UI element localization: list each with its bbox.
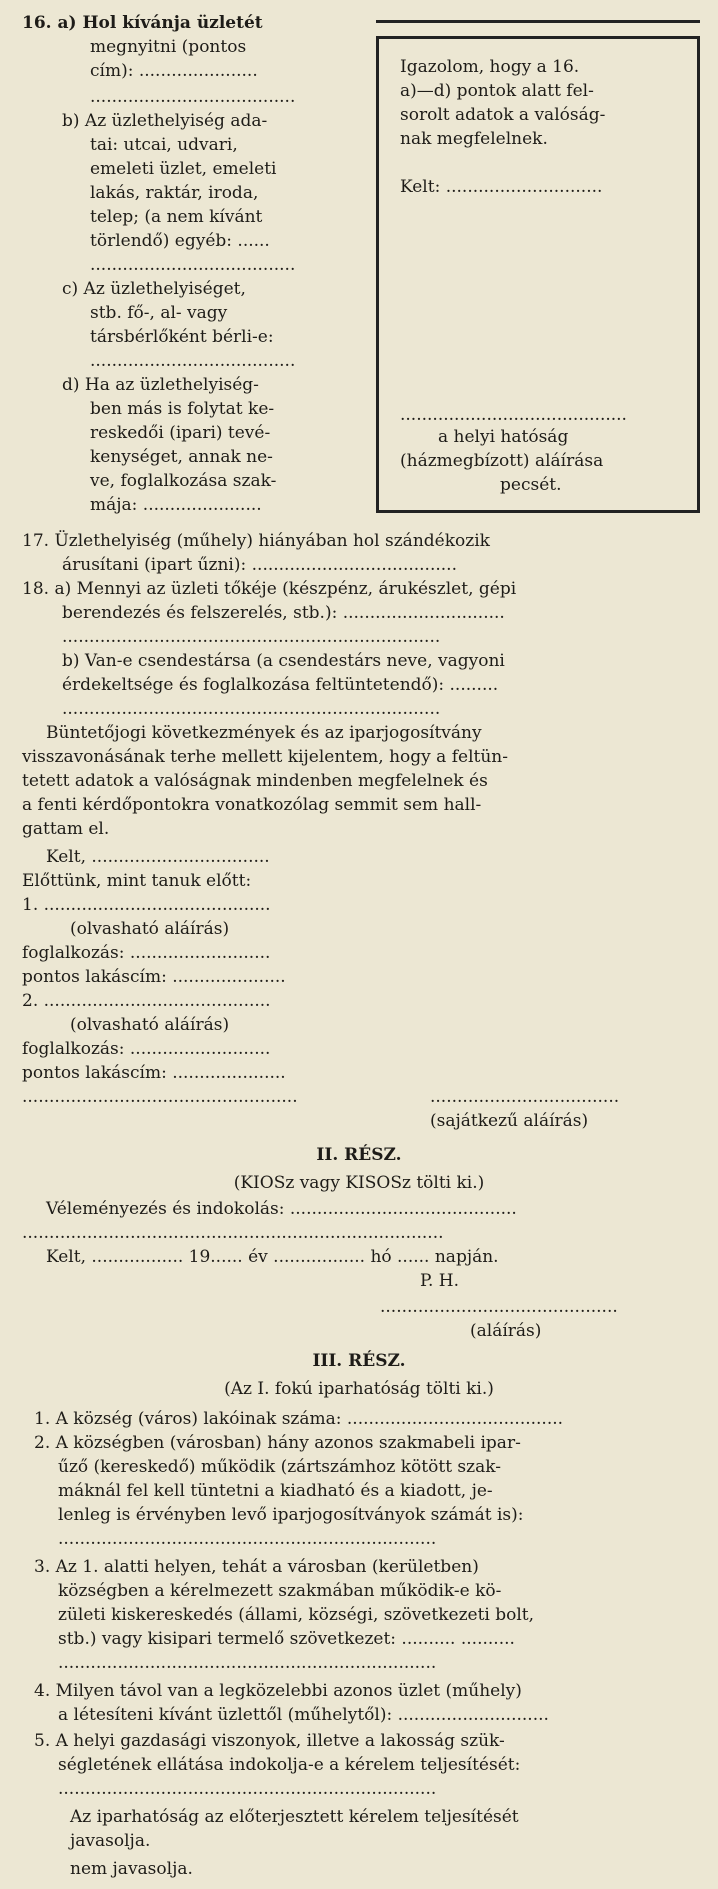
own-signature-label: (sajátkezű aláírás) — [430, 1111, 589, 1131]
q17-line1: 17. Üzlethelyiség (műhely) hiányában hol szándékozik — [22, 531, 490, 551]
witness-olv1: (olvasható aláírás) — [70, 919, 230, 939]
part2-title: II. RÉSZ. — [316, 1145, 402, 1165]
q16d-line2: ben más is folytat ke- — [90, 399, 275, 419]
box-dots: .......................................... — [400, 405, 627, 425]
box-sign2: (házmegbízott) aláírása — [400, 451, 604, 471]
part3-subtitle: (Az I. fokú iparhatóság tölti ki.) — [224, 1379, 494, 1399]
decl-line3: tetett adatok a valóságnak mindenben megfelelnek és — [22, 771, 488, 791]
q16c-line3: társbérlőként bérli-e: — [90, 327, 274, 347]
p3-final-line1: Az iparhatóság az előterjesztett kérelem teljesítését — [70, 1807, 519, 1827]
q17-line2: árusítani (ipart űzni): ...................................... — [62, 555, 457, 575]
top-rule — [376, 20, 700, 23]
q16b-line5: telep; (a nem kívánt — [90, 207, 263, 227]
q18b-line1: b) Van-e csendestársa (a csendestárs neve, vagyoni — [62, 651, 505, 671]
p3-q3-line3: zületi kiskereskedés (állami, községi, szövetkezeti bolt, — [58, 1605, 535, 1625]
part2-signature: (aláírás) — [470, 1321, 542, 1341]
witness-dots-right: ................................... — [430, 1087, 620, 1107]
q18b-line3: ...................................................................... — [62, 699, 441, 719]
p3-q3-line5: ...................................................................... — [58, 1653, 437, 1673]
p3-final-line2: javasolja. — [70, 1831, 151, 1851]
box-sign1: a helyi hatóság — [438, 427, 569, 447]
p3-q2-line5: ...................................................................... — [58, 1529, 437, 1549]
q16b-line4: lakás, raktár, iroda, — [90, 183, 259, 203]
q16a-line4: ...................................... — [90, 87, 296, 107]
q16d-line4: kenységet, annak ne- — [90, 447, 273, 467]
box-line1: Igazolom, hogy a 16. — [400, 57, 580, 77]
part2-subtitle: (KIOSz vagy KISOSz tölti ki.) — [233, 1173, 485, 1193]
p3-q3-line2: községben a kérelmezett szakmában működik-e kö- — [58, 1581, 502, 1601]
q16c-line2: stb. fő-, al- vagy — [90, 303, 228, 323]
q18a-line3: ...................................................................... — [62, 627, 441, 647]
decl-line4: a fenti kérdőpontokra vonatkozólag semmit sem hall- — [22, 795, 482, 815]
box-sign3: pecsét. — [500, 475, 562, 495]
box-line4: nak megfelelnek. — [400, 129, 548, 149]
q18a-line2: berendezés és felszerelés, stb.): .............................. — [62, 603, 505, 623]
witness-lak1: pontos lakáscím: ..................... — [22, 967, 286, 987]
q16d-line3: reskedői (ipari) tevé- — [90, 423, 271, 443]
p3-q4-line1: 4. Milyen távol van a legközelebbi azonos üzlet (műhely) — [34, 1681, 522, 1701]
p3-final-line3: nem javasolja. — [70, 1859, 193, 1879]
q16d-line5: ve, foglalkozása szak- — [90, 471, 277, 491]
witness-lak2: pontos lakáscím: ..................... — [22, 1063, 286, 1083]
part2-dots: .............................................................................. — [22, 1223, 444, 1243]
decl-line2: visszavonásának terhe mellett kijelentem, hogy a feltün- — [22, 747, 508, 767]
q16b-line6: törlendő) egyéb: ...... — [90, 231, 270, 251]
part2-dots2: ............................................ — [380, 1297, 618, 1317]
q16b-line2: tai: utcai, udvari, — [90, 135, 238, 155]
witness-olv2: (olvasható aláírás) — [70, 1015, 230, 1035]
p3-q5-line3: ...................................................................... — [58, 1779, 437, 1799]
p3-q5-line1: 5. A helyi gazdasági viszonyok, illetve a lakosság szük- — [34, 1731, 505, 1751]
q16c-line4: ...................................... — [90, 351, 296, 371]
q16a-line1: 16. a) Hol kívánja üzletét — [22, 13, 263, 33]
part2-ph: P. H. — [420, 1271, 460, 1291]
p3-q2-line4: lenleg is érvényben levő iparjogosítványok számát is): — [58, 1505, 524, 1525]
q16b-line1: b) Az üzlethelyiség ada- — [62, 111, 268, 131]
witness-fog2: foglalkozás: .......................... — [22, 1039, 271, 1059]
box-line3: sorolt adatok a valóság- — [400, 105, 606, 125]
p3-q2-line1: 2. A községben (városban) hány azonos szakmabeli ipar- — [34, 1433, 521, 1453]
q18a-line1: 18. a) Mennyi az üzleti tőkéje (készpénz, árukészlet, gépi — [22, 579, 517, 599]
q16b-line3: emeleti üzlet, emeleti — [90, 159, 277, 179]
witness-fog1: foglalkozás: .......................... — [22, 943, 271, 963]
part3-title: III. RÉSZ. — [312, 1351, 406, 1371]
witness-dots-left: ................................................... — [22, 1087, 298, 1107]
decl-line1: Büntetőjogi következmények és az iparjogosítvány — [46, 723, 482, 743]
q18b-line2: érdekeltsége és foglalkozása feltüntetendő): ......... — [62, 675, 499, 695]
q16d-line6: mája: ...................... — [90, 495, 262, 515]
q16d-line1: d) Ha az üzlethelyiség- — [62, 375, 259, 395]
p3-q4-line2: a létesíteni kívánt üzlettől (műhelytől): ............................ — [58, 1705, 549, 1725]
p3-q5-line2: ségletének ellátása indokolja-e a kérelem teljesítését: — [58, 1755, 521, 1775]
p3-q2-line2: űző (kereskedő) működik (zártszámhoz kötött szak- — [58, 1457, 501, 1477]
q16a-line3: cím): ...................... — [90, 61, 258, 81]
witness-1: 1. .......................................... — [22, 895, 271, 915]
part2-kelt: Kelt, ................. 19...... év ................. hó ...... napján. — [46, 1247, 499, 1267]
witness-kelt: Kelt, ................................. — [46, 847, 270, 867]
q16b-line7: ...................................... — [90, 255, 296, 275]
box-kelt: Kelt: ............................. — [400, 177, 603, 197]
p3-q2-line3: máknál fel kell tüntetni a kiadható és a kiadott, je- — [58, 1481, 493, 1501]
witness-elottunk: Előttünk, mint tanuk előtt: — [22, 871, 252, 891]
box-line2: a)—d) pontok alatt fel- — [400, 81, 594, 101]
part2-opinion: Véleményezés és indokolás: .......................................... — [46, 1199, 517, 1219]
q16a-line2: megnyitni (pontos — [90, 37, 247, 57]
q16c-line1: c) Az üzlethelyiséget, — [62, 279, 246, 299]
witness-2: 2. .......................................... — [22, 991, 271, 1011]
p3-q3-line1: 3. Az 1. alatti helyen, tehát a városban (kerületben) — [34, 1557, 479, 1577]
decl-line5: gattam el. — [22, 819, 110, 839]
p3-q1: 1. A község (város) lakóinak száma: ........................................ — [34, 1409, 564, 1429]
p3-q3-line4: stb.) vagy kisipari termelő szövetkezet: .......... .......... — [58, 1629, 515, 1649]
